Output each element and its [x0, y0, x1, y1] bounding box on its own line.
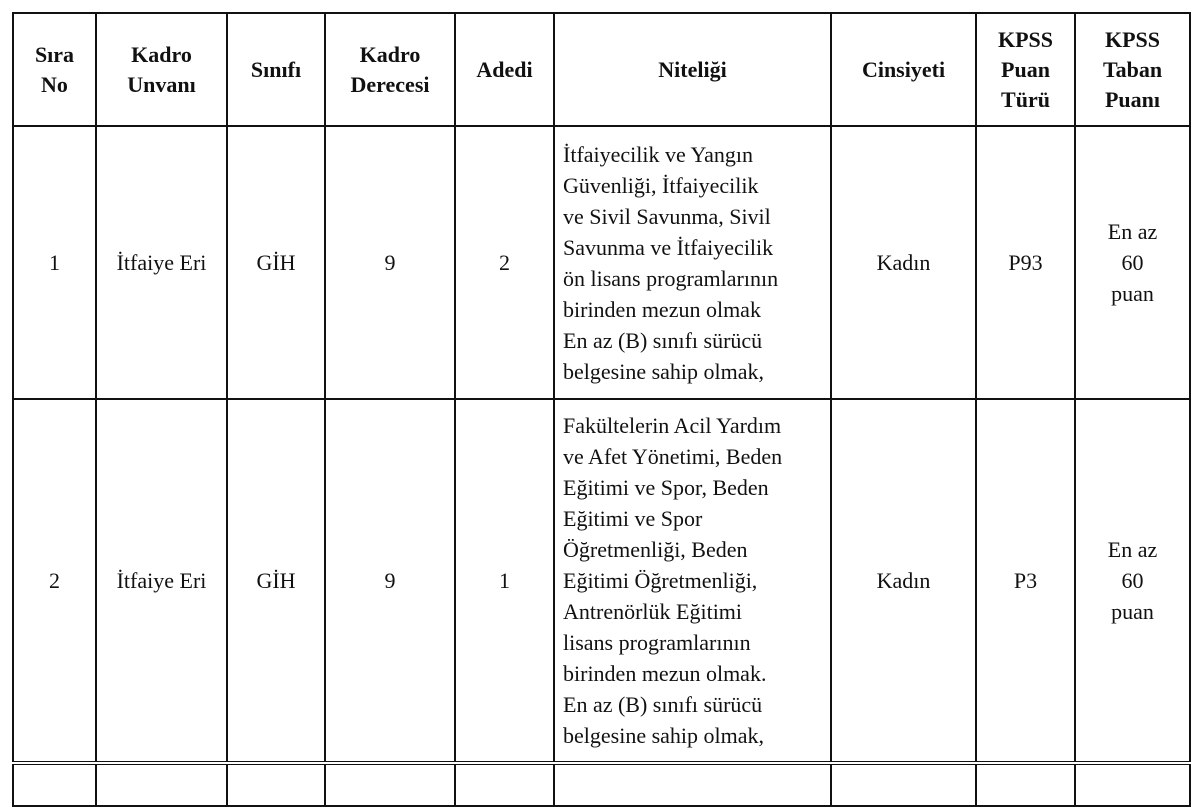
cell-sinif: GİH [227, 126, 325, 399]
cell [1075, 763, 1190, 806]
cell [325, 763, 455, 806]
header-kpss-puan-turu: KPSS Puan Türü [976, 13, 1075, 126]
cell [13, 763, 96, 806]
cell-unvan: İtfaiye Eri [96, 126, 227, 399]
cell-puan-turu: P93 [976, 126, 1075, 399]
header-niteligi: Niteliği [554, 13, 831, 126]
cell-puan-turu: P3 [976, 399, 1075, 763]
cell-nitelik: Fakültelerin Acil Yardım ve Afet Yönetimi, Beden Eğitimi ve Spor, Beden Eğitimi ve Spor Öğretmenliği, Beden Eğitimi Öğretmenliği, Antrenörlük Eğitimi lisans programlarının birinden mezun olmak. En az (B) sınıfı sürücü belgesine sahip olmak, [554, 399, 831, 763]
cell-sira: 2 [13, 399, 96, 763]
cell [455, 763, 554, 806]
header-kpss-taban-puani: KPSS Taban Puanı [1075, 13, 1190, 126]
header-kadro-derecesi: Kadro Derecesi [325, 13, 455, 126]
cell-cinsiyet: Kadın [831, 126, 976, 399]
table-row-partial [13, 763, 1190, 806]
cell-adet: 1 [455, 399, 554, 763]
header-sira-no: Sıra No [13, 13, 96, 126]
cell-derece: 9 [325, 126, 455, 399]
cell [831, 763, 976, 806]
cell-sira: 1 [13, 126, 96, 399]
cell-adet: 2 [455, 126, 554, 399]
header-cinsiyeti: Cinsiyeti [831, 13, 976, 126]
header-row [13, 13, 1190, 126]
cell-sinif: GİH [227, 399, 325, 763]
cell-taban: En az 60 puan [1075, 399, 1190, 763]
cell [227, 763, 325, 806]
cell-cinsiyet: Kadın [831, 399, 976, 763]
cell-taban: En az 60 puan [1075, 126, 1190, 399]
cell-derece: 9 [325, 399, 455, 763]
cell [976, 763, 1075, 806]
table-row [13, 399, 1190, 763]
cell [96, 763, 227, 806]
cell-nitelik: İtfaiyecilik ve Yangın Güvenliği, İtfaiyecilik ve Sivil Savunma, Sivil Savunma ve İtfaiyecilik ön lisans programlarının birinden mezun olmak En az (B) sınıfı sürücü belgesine sahip olmak, [554, 126, 831, 399]
header-kadro-unvani: Kadro Unvanı [96, 13, 227, 126]
cell [554, 763, 831, 806]
cell-unvan: İtfaiye Eri [96, 399, 227, 763]
header-sinifi: Sınıfı [227, 13, 325, 126]
table-row [13, 126, 1190, 399]
header-adedi: Adedi [455, 13, 554, 126]
positions-table [12, 12, 1191, 807]
